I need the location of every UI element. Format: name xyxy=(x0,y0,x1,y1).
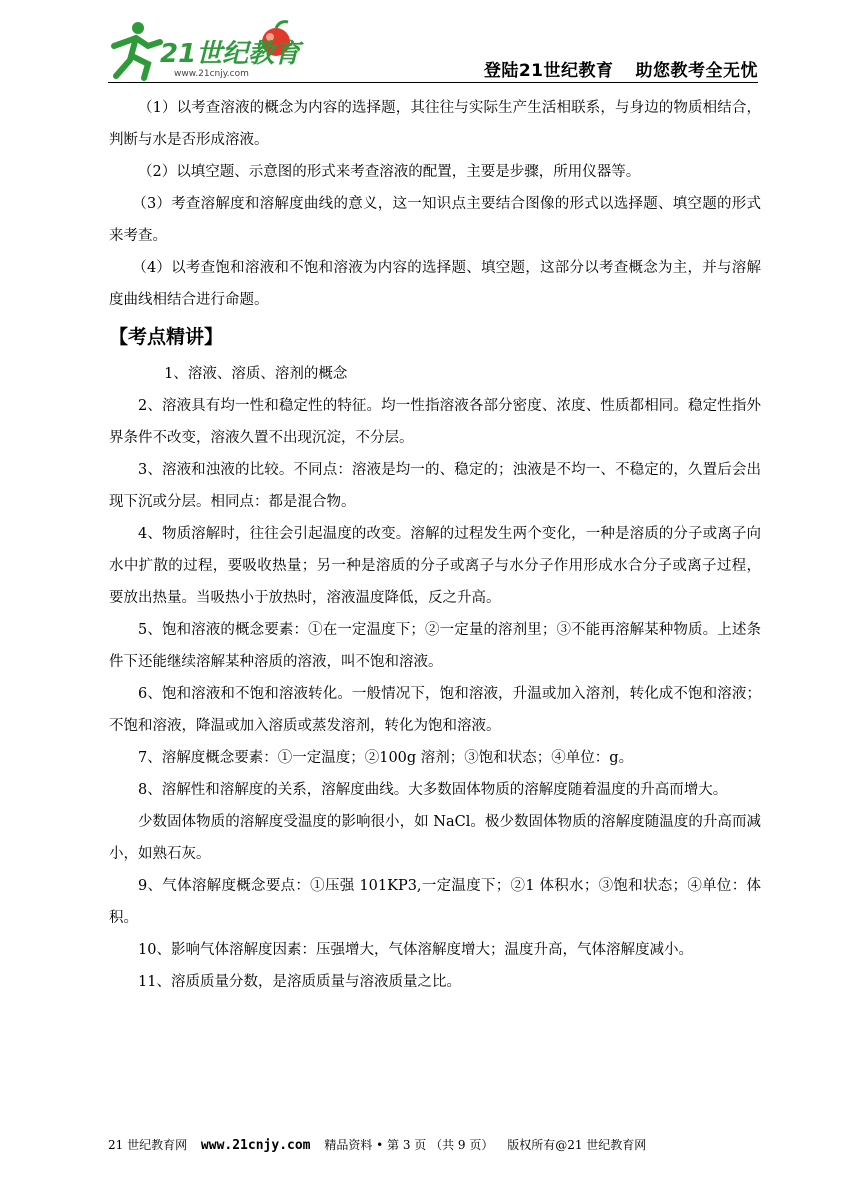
intro-paragraph-2: （2）以填空题、示意图的形式来考查溶液的配置，主要是步骤，所用仪器等。 xyxy=(138,164,641,180)
footer-url[interactable]: www.21cnjy.com xyxy=(200,1138,311,1153)
point-1: 1、溶液、溶质、溶剂的概念 xyxy=(164,366,348,382)
slogan-left: 登陆21世纪教育 xyxy=(483,61,614,81)
point-7: 7、溶解度概念要素：①一定温度；②100g 溶剂；③饱和状态；④单位：g。 xyxy=(138,750,634,766)
point-3: 3、溶液和浊液的比较。不同点：溶液是均一的、稳定的；浊液是不均一、不稳定的，久置后会出现下沉或分层。相同点：都是混合物。 xyxy=(109,462,761,510)
header-divider xyxy=(108,82,758,83)
point-8: 8、溶解性和溶解度的关系，溶解度曲线。大多数固体物质的溶解度随着温度的升高而增大。 xyxy=(138,782,728,798)
intro-paragraph-3: （3）考查溶解度和溶解度曲线的意义，这一知识点主要结合图像的形式以选择题、填空题的形式来考查。 xyxy=(109,196,761,244)
section-heading: 【考点精讲】 xyxy=(109,326,224,348)
footer-site: 21 世纪教育网 xyxy=(108,1138,188,1152)
point-5: 5、饱和溶液的概念要素：①在一定温度下；②一定量的溶剂里；③不能再溶解某种物质。上述条件下还能继续溶解某种溶质的溶液，叫不饱和溶液。 xyxy=(109,622,761,670)
page-header xyxy=(0,0,860,90)
slogan-right: 助您教考全无忧 xyxy=(635,61,758,81)
footer-page-info: 精品资料 • 第 3 页 （共 9 页） xyxy=(324,1138,494,1152)
point-10: 10、影响气体溶解度因素：压强增大，气体溶解度增大；温度升高，气体溶解度减小。 xyxy=(138,942,693,958)
logo-url: www.21cnjy.com xyxy=(174,69,249,79)
logo-text: 21世纪教育 xyxy=(160,39,301,69)
point-11: 11、溶质质量分数，是溶质质量与溶液质量之比。 xyxy=(138,974,461,990)
footer-copyright: 版权所有@21 世纪教育网 xyxy=(507,1138,647,1152)
point-4: 4、物质溶解时，往往会引起温度的改变。溶解的过程发生两个变化，一种是溶质的分子或离子向水中扩散的过程，要吸收热量；另一种是溶质的分子或离子与水分子作用形成水合分子或离子过程，要放出热量。当吸热小于放热时，溶液温度降低，反之升高。 xyxy=(109,526,761,606)
running-figure-icon xyxy=(114,22,160,78)
header-slogan xyxy=(484,56,758,81)
point-2: 2、溶液具有均一性和稳定性的特征。均一性指溶液各部分密度、浓度、性质都相同。稳定性指外界条件不改变，溶液久置不出现沉淀，不分层。 xyxy=(109,398,761,446)
logo xyxy=(108,16,308,82)
point-9: 9、气体溶解度概念要点：①压强 101KP3,一定温度下；②1 体积水；③饱和状态；④单位：体积。 xyxy=(109,878,761,926)
document-body xyxy=(109,92,761,998)
point-8-continued: 少数固体物质的溶解度受温度的影响很小，如 NaCl。极少数固体物质的溶解度随温度的升高而减小，如熟石灰。 xyxy=(109,814,761,862)
intro-paragraph-4: （4）以考查饱和溶液和不饱和溶液为内容的选择题、填空题，这部分以考查概念为主，并与溶解度曲线相结合进行命题。 xyxy=(109,260,761,308)
page-footer xyxy=(108,1136,760,1153)
point-6: 6、饱和溶液和不饱和溶液转化。一般情况下，饱和溶液，升温或加入溶剂，转化成不饱和溶液；不饱和溶液，降温或加入溶质或蒸发溶剂，转化为饱和溶液。 xyxy=(109,686,761,734)
intro-paragraph-1: （1）以考查溶液的概念为内容的选择题，其往往与实际生产生活相联系，与身边的物质相结合，判断与水是否形成溶液。 xyxy=(109,100,761,148)
